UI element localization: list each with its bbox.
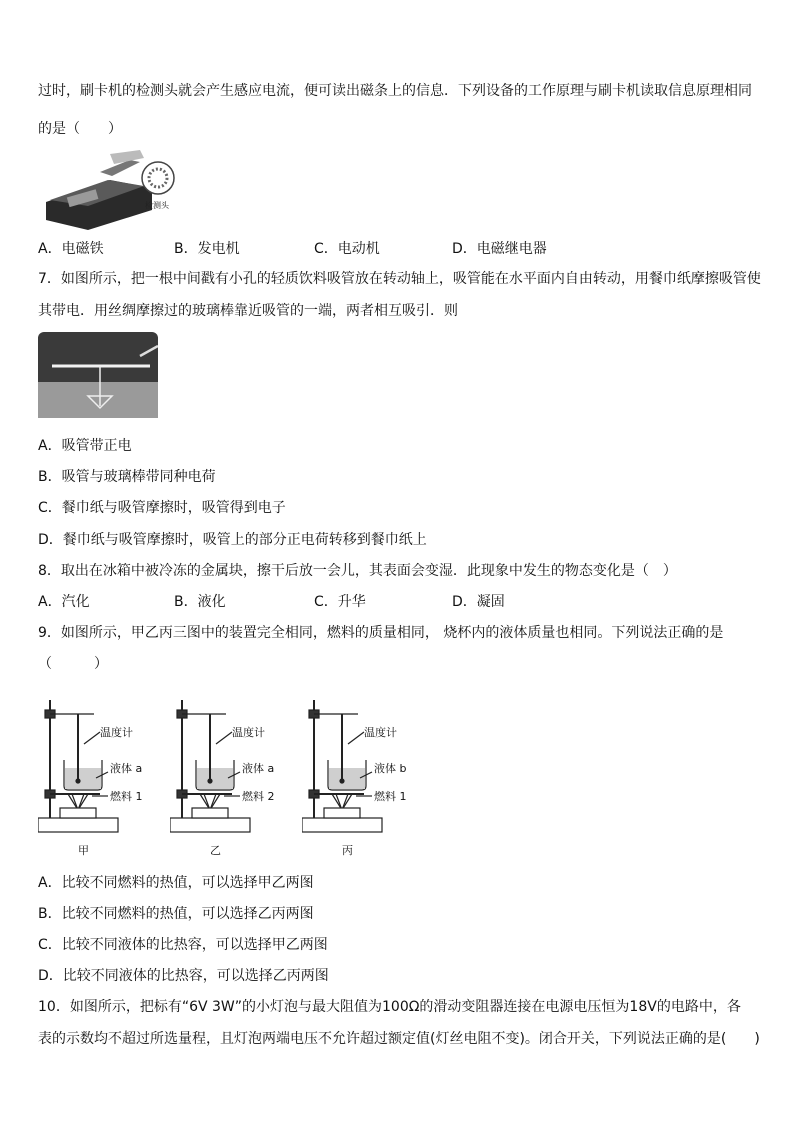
apparatus-yi bbox=[170, 700, 290, 860]
q8-option-b[interactable]: B．液化 bbox=[174, 594, 226, 610]
jia-thermo-label: 温度计 bbox=[100, 726, 133, 739]
q9-option-b[interactable]: B．比较不同燃料的热值，可以选择乙丙两图 bbox=[38, 906, 314, 922]
q9-option-c[interactable]: C．比较不同液体的比热容，可以选择甲乙两图 bbox=[38, 937, 328, 953]
q9-option-d[interactable]: D．比较不同液体的比热容，可以选择乙丙两图 bbox=[38, 968, 329, 984]
q6-options bbox=[38, 240, 758, 258]
apparatus-jia bbox=[38, 700, 158, 860]
q10-stem-line1: 10．如图所示，把标有“6V 3W”的小灯泡与最大阻值为100Ω的滑动变阻器连接在电源电压恒为18V的电路中，各 bbox=[38, 999, 741, 1015]
apparatus-bing bbox=[302, 700, 422, 860]
jia-fuel-label: 燃料 1 bbox=[110, 790, 143, 803]
jia-caption: 甲 bbox=[78, 844, 89, 857]
q9-stem-line2: （ ） bbox=[38, 656, 108, 672]
q7-stem-line1: 7．如图所示，把一根中间戳有小孔的轻质饮料吸管放在转动轴上，吸管能在水平面内自由转动，用餐巾纸摩擦吸管使 bbox=[38, 271, 761, 287]
card-reader-figure bbox=[40, 150, 180, 230]
q6-option-a[interactable]: A．电磁铁 bbox=[38, 241, 104, 257]
q8-options bbox=[38, 593, 758, 611]
straw-photo-figure bbox=[38, 332, 158, 418]
card-reader-label: 检测头 bbox=[145, 201, 169, 210]
yi-caption: 乙 bbox=[210, 844, 221, 857]
yi-liquid-label: 液体 a bbox=[242, 762, 275, 775]
q6-option-d[interactable]: D．电磁继电器 bbox=[452, 241, 547, 257]
q9-stem-line1: 9．如图所示，甲乙丙三图中的装置完全相同，燃料的质量相同， 烧杯内的液体质量也相同。下列说法正确的是 bbox=[38, 625, 724, 641]
bing-thermo-label: 温度计 bbox=[364, 726, 397, 739]
q7-option-d[interactable]: D．餐巾纸与吸管摩擦时，吸管上的部分正电荷转移到餐巾纸上 bbox=[38, 532, 427, 548]
bing-fuel-label: 燃料 1 bbox=[374, 790, 407, 803]
q6-option-c[interactable]: C．电动机 bbox=[314, 241, 380, 257]
q7-option-b[interactable]: B．吸管与玻璃棒带同种电荷 bbox=[38, 469, 216, 485]
q9-option-a[interactable]: A．比较不同燃料的热值，可以选择甲乙两图 bbox=[38, 875, 314, 891]
q8-option-c[interactable]: C．升华 bbox=[314, 594, 366, 610]
q6-stem-line2: 的是（ ） bbox=[38, 121, 122, 137]
q10-stem-line2: 表的示数均不超过所选量程，且灯泡两端电压不允许超过额定值(灯丝电阻不变)。闭合开关，下列说法正确的是( ) bbox=[38, 1031, 760, 1047]
yi-fuel-label: 燃料 2 bbox=[242, 790, 275, 803]
q8-option-a[interactable]: A．汽化 bbox=[38, 594, 90, 610]
q7-stem-line2: 其带电．用丝绸摩擦过的玻璃棒靠近吸管的一端，两者相互吸引．则 bbox=[38, 303, 458, 319]
q8-stem: 8．取出在冰箱中被冷冻的金属块，擦干后放一会儿，其表面会变湿．此现象中发生的物态变化是（ ） bbox=[38, 563, 677, 579]
q7-option-c[interactable]: C．餐巾纸与吸管摩擦时，吸管得到电子 bbox=[38, 500, 286, 516]
yi-thermo-label: 温度计 bbox=[232, 726, 265, 739]
q6-option-b[interactable]: B．发电机 bbox=[174, 241, 240, 257]
jia-liquid-label: 液体 a bbox=[110, 762, 143, 775]
q7-option-a[interactable]: A．吸管带正电 bbox=[38, 438, 132, 454]
q8-option-d[interactable]: D．凝固 bbox=[452, 594, 505, 610]
bing-liquid-label: 液体 b bbox=[374, 762, 407, 775]
q6-stem-line1: 过时，刷卡机的检测头就会产生感应电流，便可读出磁条上的信息．下列设备的工作原理与刷卡机读取信息原理相同 bbox=[38, 83, 752, 99]
bing-caption: 丙 bbox=[342, 844, 353, 857]
